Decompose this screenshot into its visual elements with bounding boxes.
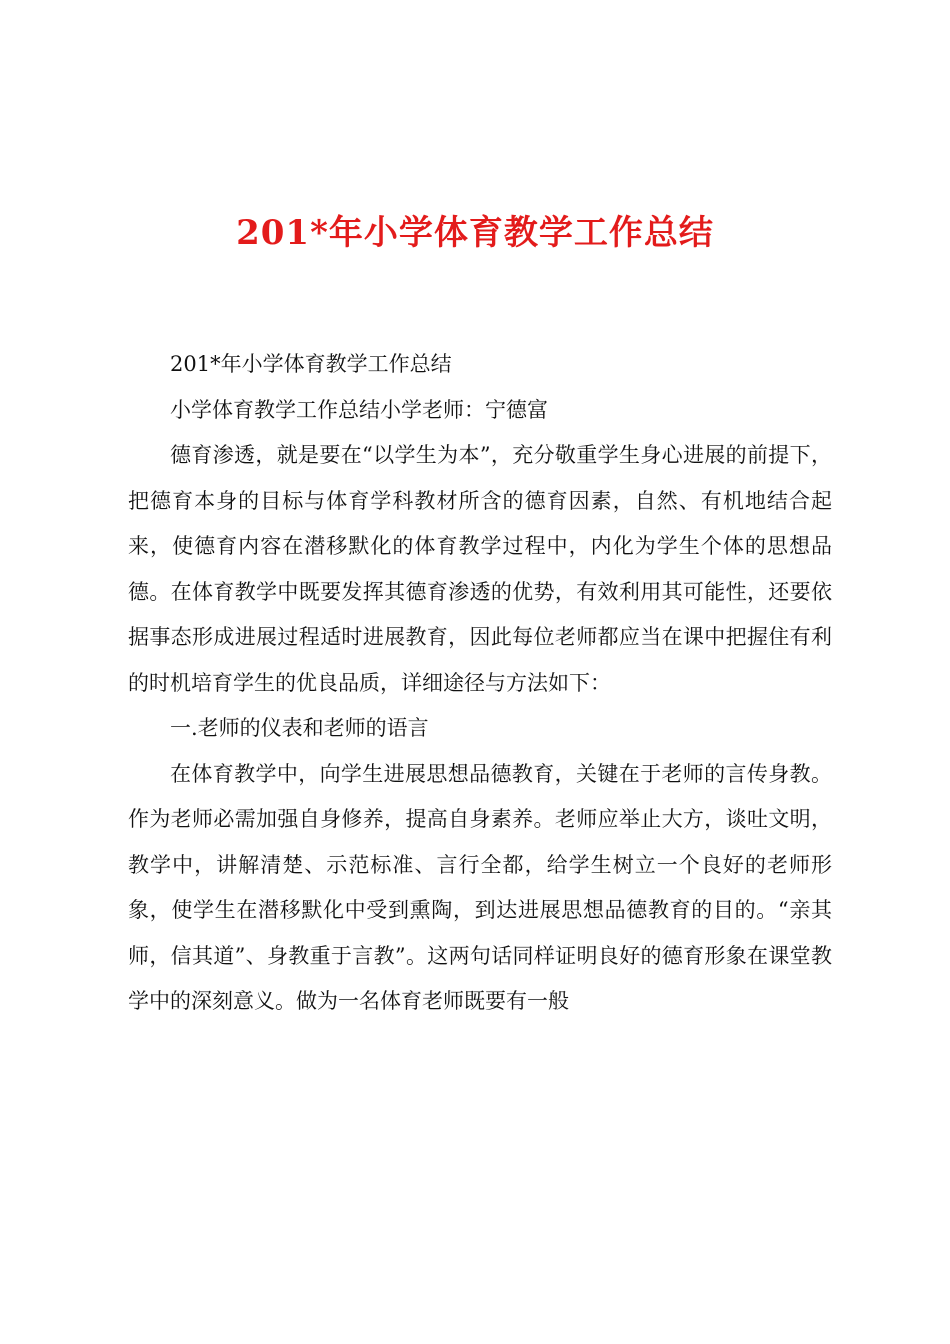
document-title: 201*年小学体育教学工作总结 (236, 213, 714, 253)
paragraph-moral-education: 德育渗透，就是要在“以学生为本”，充分敬重学生身心进展的前提下，把德育本身的目标与体育学科教材所含的德育因素，自然、有机地结合起来，使德育内容在潜移默化的体育教学过程中，内化为学生个体的思想品德。在体育教学中既要发挥其德育渗透的优势，有效利用其可能性，还要依据事态形成进展过程适时进展教育，因此每位老师都应当在课中把握住有利的时机培育学生的优良品质，详细途径与方法如下： (128, 443, 832, 695)
section-heading-1: 一.老师的仪表和老师的语言 (170, 716, 429, 740)
paragraph-heading: 201*年小学体育教学工作总结 (170, 352, 452, 376)
document-body (128, 342, 832, 1025)
paragraph-author: 小学体育教学工作总结小学老师：宁德富 (170, 397, 548, 422)
paragraph-teacher-example: 在体育教学中，向学生进展思想品德教育，关键在于老师的言传身教。作为老师必需加强自身修养，提高自身素养。老师应举止大方，谈吐文明，教学中，讲解清楚、示范标准、言行全都，给学生树立一个良好的老师形象，使学生在潜移默化中受到熏陶，到达进展思想品德教育的目的。“亲其师，信其道”、身教重于言教”。这两句话同样证明良好的德育形象在课堂教学中的深刻意义。做为一名体育老师既要有一般 (128, 761, 832, 1013)
